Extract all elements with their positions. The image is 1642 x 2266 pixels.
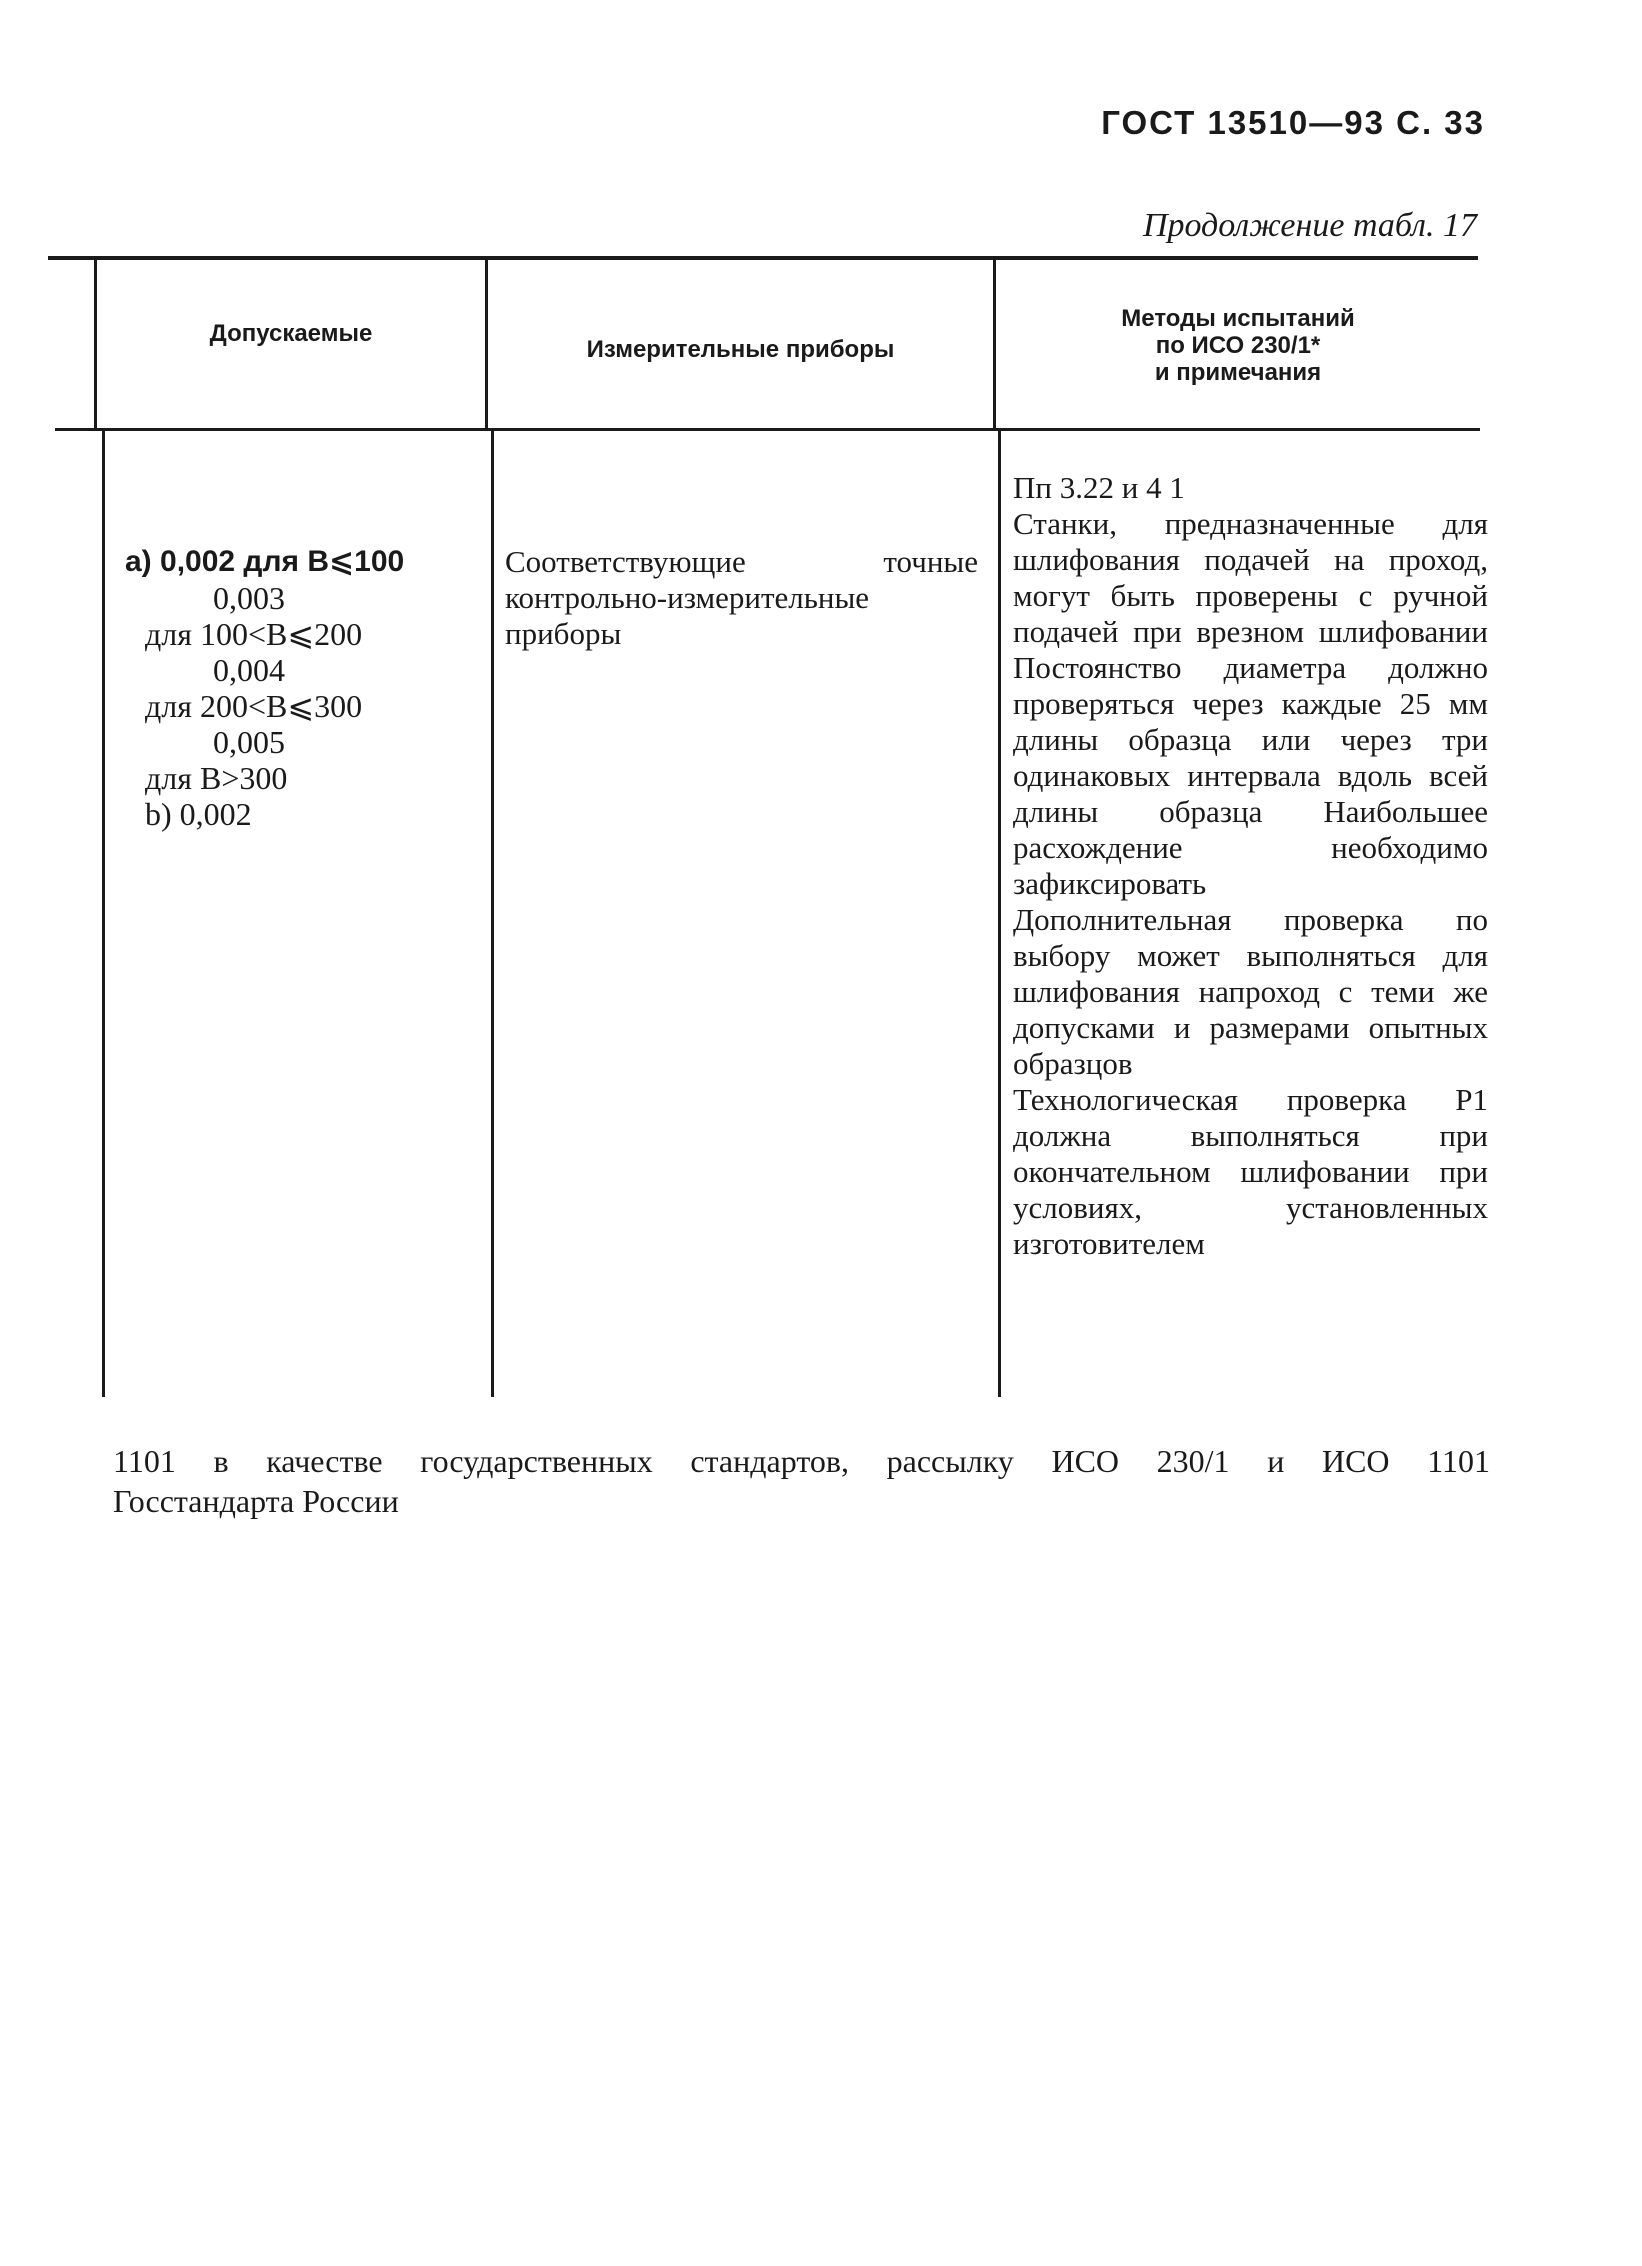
footnote (113, 1441, 1490, 1521)
header-methods-line: и примечания (1154, 359, 1322, 386)
instruments-cell (505, 544, 978, 652)
methods-paragraph: Технологическая проверка P1 должна выполняться при окончательном шлифовании при условиях, установленных изготовителем (1013, 1082, 1488, 1261)
tolerances-cell (125, 544, 404, 832)
tolerance-line: 0,005 (213, 724, 285, 760)
header-methods-line: по ИСО 230/1* (1155, 332, 1321, 359)
footnote-line: 1101 в качестве государственных стандартов, рассылку ИСО 230/1 и ИСО 1101 (113, 1443, 1490, 1479)
instruments-line: приборы (505, 616, 622, 651)
header-methods (996, 305, 1480, 386)
tolerance-line: для 100<B⩽200 (145, 616, 363, 652)
column-divider (491, 431, 494, 1397)
page-header: ГОСТ 13510—93 С. 33 (1101, 104, 1485, 141)
table-caption: Продолжение табл. 17 (1142, 207, 1477, 244)
methods-paragraph: Дополнительная проверка по выбору может выполняться для шлифования напроход с теми же допусками и размерами опытных образцов (1013, 902, 1488, 1081)
tolerance-line: b) 0,002 (145, 796, 252, 832)
methods-paragraph: Пп 3.22 и 4 1 (1013, 470, 1185, 505)
methods-cell (1013, 470, 1488, 1262)
table-top-rule (48, 256, 1478, 260)
header-tolerances: Допускаемые (209, 320, 373, 347)
instruments-line: Соответствующие точные (505, 544, 978, 579)
instruments-line: контрольно-измерительные (505, 580, 870, 615)
column-divider (102, 431, 105, 1397)
footnote-line: Госстандарта России (113, 1483, 399, 1519)
tolerance-line: 0,004 (213, 652, 285, 688)
header-instruments: Измерительные приборы (586, 336, 895, 363)
tolerance-line: а) 0,002 для B⩽100 (125, 545, 405, 578)
header-methods-line: Методы испытаний (1121, 305, 1355, 332)
tolerance-line: 0,003 (213, 580, 285, 616)
methods-paragraph: Станки, предназначенные для шлифования подачей на проход, могут быть проверены с ручной подачей при врезном шлифовании Постоянство диаметра должно проверяться через каждые 25 мм длины образца или через три одинаковых интервала вдоль всей длины образца Наибольшее расхождение необходимо зафиксировать (1013, 506, 1488, 901)
column-divider (998, 431, 1001, 1397)
tolerance-line: для 200<B⩽300 (145, 688, 363, 724)
table-header-rule (55, 428, 1480, 431)
tolerance-line: для B>300 (145, 760, 288, 796)
